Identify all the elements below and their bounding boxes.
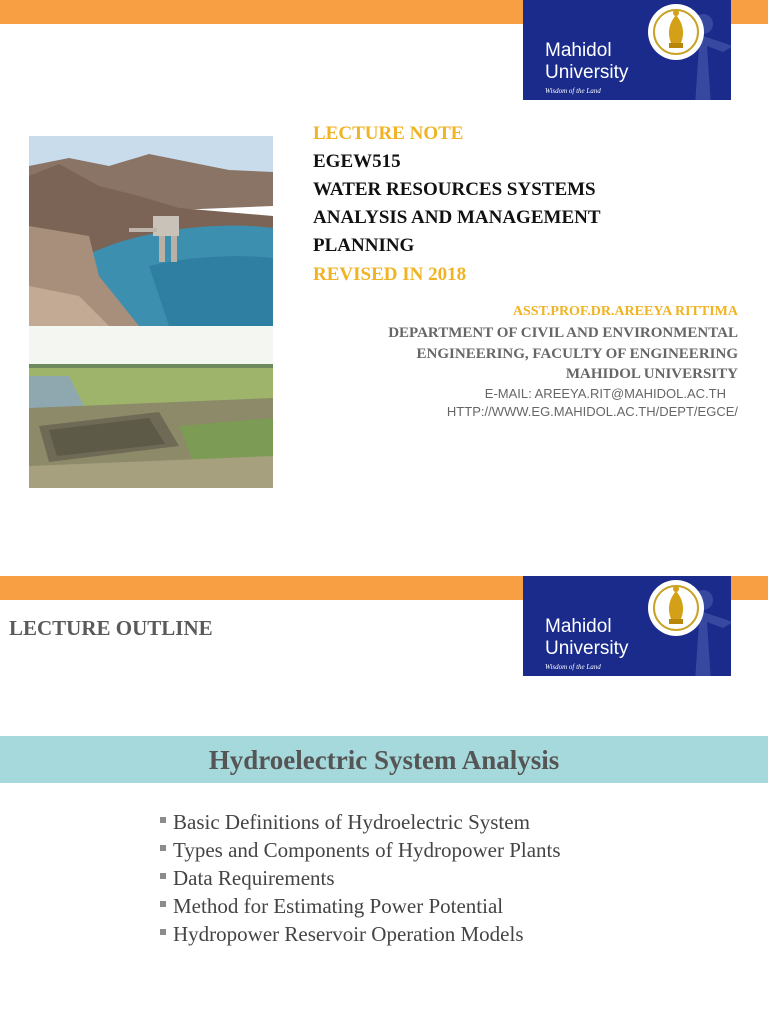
bullet-text: Data Requirements xyxy=(173,866,335,890)
outline-bullet-list xyxy=(160,808,561,948)
email-text: E-MAIL: AREEYA.RIT@MAHIDOL.AC.TH xyxy=(484,386,726,401)
bullet-text: Hydropower Reservoir Operation Models xyxy=(173,922,524,946)
website-link[interactable]: HTTP://WWW.EG.MAHIDOL.AC.TH/DEPT/EGCE/ xyxy=(446,404,738,419)
list-item xyxy=(160,836,561,864)
outline-title: LECTURE OUTLINE xyxy=(9,616,213,640)
section-heading: Hydroelectric System Analysis xyxy=(208,745,560,775)
bullet-square-icon xyxy=(160,845,166,851)
logo-name-line1: Mahidol xyxy=(545,616,612,637)
bullet-square-icon xyxy=(160,817,166,823)
university-seal-icon xyxy=(647,3,705,61)
list-item xyxy=(160,808,561,836)
bullet-text: Types and Components of Hydropower Plants xyxy=(173,838,561,862)
course-title-line3: PLANNING xyxy=(313,235,415,256)
lecture-note-label: LECTURE NOTE xyxy=(313,123,464,144)
revised-label: REVISED IN 2018 xyxy=(313,264,467,285)
affiliation-line1: DEPARTMENT OF CIVIL AND ENVIRONMENTAL xyxy=(388,325,738,341)
affiliation-line2: ENGINEERING, FACULTY OF ENGINEERING xyxy=(416,346,738,362)
logo-name-line1: Mahidol xyxy=(545,40,612,61)
list-item xyxy=(160,864,561,892)
section-heading-band xyxy=(0,736,768,783)
course-title-line2: ANALYSIS AND MANAGEMENT xyxy=(313,207,601,228)
irrigation-canal-photo xyxy=(29,326,273,488)
dam-reservoir-photo xyxy=(29,136,273,326)
bullet-text: Method for Estimating Power Potential xyxy=(173,894,504,918)
logo-name-line2: University xyxy=(545,62,629,83)
logo-name-line2: University xyxy=(545,638,629,659)
list-item xyxy=(160,892,561,920)
bullet-square-icon xyxy=(160,873,166,879)
author-name: ASST.PROF.DR.AREEYA RITTIMA xyxy=(512,304,738,319)
university-seal-icon xyxy=(647,579,705,637)
course-title-line1: WATER RESOURCES SYSTEMS xyxy=(313,179,596,200)
affiliation-line3: MAHIDOL UNIVERSITY xyxy=(565,366,738,382)
logo-motto: Wisdom of the Land xyxy=(545,87,601,95)
bullet-square-icon xyxy=(160,929,166,935)
bullet-square-icon xyxy=(160,901,166,907)
outline-slide xyxy=(0,576,768,1024)
bullet-text: Basic Definitions of Hydroelectric System xyxy=(173,810,530,834)
mahidol-university-logo xyxy=(523,576,731,676)
logo-motto: Wisdom of the Land xyxy=(545,663,601,671)
mahidol-university-logo xyxy=(523,0,731,100)
list-item xyxy=(160,920,561,948)
course-code: EGEW515 xyxy=(313,151,401,172)
